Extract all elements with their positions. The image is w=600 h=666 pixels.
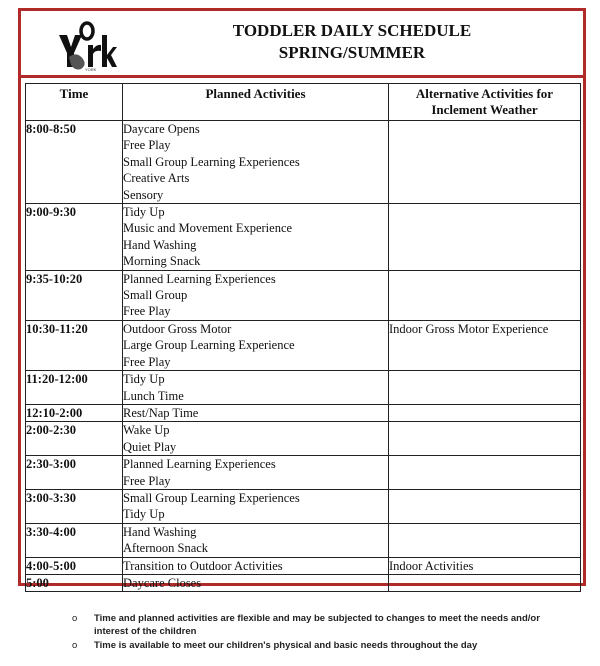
activity-item: Tidy Up [123,205,165,220]
note-item [72,639,572,652]
activity-item: Small Group [123,288,188,303]
alternative-activities-cell [389,204,581,271]
table-row [26,121,581,204]
table-row [26,270,581,320]
activity-item: Tidy Up [123,507,165,522]
planned-activities-cell [123,574,389,591]
alternative-activities-cell [389,121,581,204]
alternative-activities-cell [389,404,581,421]
activity-item: Creative Arts [123,171,190,186]
table-row [26,523,581,557]
schedule-frame [18,8,586,590]
planned-activities-cell [123,404,389,421]
table-row [26,557,581,574]
schedule-table [25,83,581,592]
planned-activities-cell [123,320,389,370]
activity-item: Tidy Up [123,372,165,387]
activity-item: Planned Learning Experiences [123,457,276,472]
table-header-row [26,84,581,121]
activity-item: Wake Up [123,423,170,438]
time-cell: 10:30-11:20 [26,320,123,370]
column-header-alternative: Alternative Activities for Inclement Weather [389,84,581,121]
alternative-activities-cell [389,489,581,523]
alternative-activities-cell [389,270,581,320]
alternative-activity-item: Indoor Gross Motor Experience [389,321,549,336]
alternative-activities-cell [389,557,581,574]
time-cell: 2:00-2:30 [26,422,123,456]
bullet-icon: o [72,640,78,651]
activity-item: Transition to Outdoor Activities [123,558,283,573]
notes-list [72,612,572,653]
time-cell: 2:30-3:00 [26,456,123,490]
time-cell: 8:00-8:50 [26,121,123,204]
title-line-2: SPRING/SUMMER [278,43,426,62]
table-row [26,204,581,271]
activity-item: Free Play [123,473,171,488]
column-header-planned: Planned Activities [123,84,389,121]
activity-item: Outdoor Gross Motor [123,321,232,336]
alternative-activities-cell [389,371,581,405]
header [21,11,583,78]
column-header-time: Time [26,84,123,121]
alternative-activity-item: Indoor Activities [389,558,474,573]
activity-item: Free Play [123,354,171,369]
planned-activities-cell [123,456,389,490]
activity-item: Afternoon Snack [123,541,209,556]
activity-item: Hand Washing [123,524,197,539]
time-cell: 11:20-12:00 [26,371,123,405]
note-text: Time and planned activities are flexible and may be subjected to changes to meet the needs and/or interest of the children [94,613,540,637]
york-logo-icon [55,21,117,73]
activity-item: Rest/Nap Time [123,405,199,420]
bullet-icon: o [72,613,78,624]
time-cell: 3:30-4:00 [26,523,123,557]
table-row [26,404,581,421]
activity-item: Music and Movement Experience [123,221,293,236]
activity-item: Daycare Closes [123,575,202,590]
note-text: Time is available to meet our children's physical and basic needs throughout the day [94,640,478,651]
time-cell: 9:35-10:20 [26,270,123,320]
schedule-body [26,121,581,592]
activity-item: Planned Learning Experiences [123,271,276,286]
time-cell: 4:00-5:00 [26,557,123,574]
alternative-activities-cell [389,574,581,591]
time-cell: 3:00-3:30 [26,489,123,523]
activity-item: Quiet Play [123,439,177,454]
svg-text:YORK: YORK [85,67,97,72]
activity-item: Large Group Learning Experience [123,338,295,353]
alternative-activities-cell [389,523,581,557]
note-item [72,612,572,638]
alternative-activities-cell [389,456,581,490]
activity-item: Small Group Learning Experiences [123,490,300,505]
activity-item: Sensory [123,187,164,202]
planned-activities-cell [123,489,389,523]
planned-activities-cell [123,557,389,574]
planned-activities-cell [123,270,389,320]
activity-item: Lunch Time [123,388,184,403]
planned-activities-cell [123,523,389,557]
activity-item: Morning Snack [123,254,201,269]
document-title [121,20,583,64]
planned-activities-cell [123,121,389,204]
time-cell: 5:00 [26,574,123,591]
table-row [26,320,581,370]
planned-activities-cell [123,422,389,456]
planned-activities-cell [123,371,389,405]
activity-item: Small Group Learning Experiences [123,154,300,169]
activity-item: Hand Washing [123,237,197,252]
alternative-activities-cell [389,320,581,370]
table-row [26,371,581,405]
time-cell: 9:00-9:30 [26,204,123,271]
table-row [26,422,581,456]
time-cell: 12:10-2:00 [26,404,123,421]
table-row [26,489,581,523]
activity-item: Free Play [123,138,171,153]
title-line-1: TODDLER DAILY SCHEDULE [232,21,472,40]
table-row [26,574,581,591]
activity-item: Daycare Opens [123,122,200,136]
planned-activities-cell [123,204,389,271]
table-row [26,456,581,490]
activity-item: Free Play [123,304,171,319]
alternative-activities-cell [389,422,581,456]
